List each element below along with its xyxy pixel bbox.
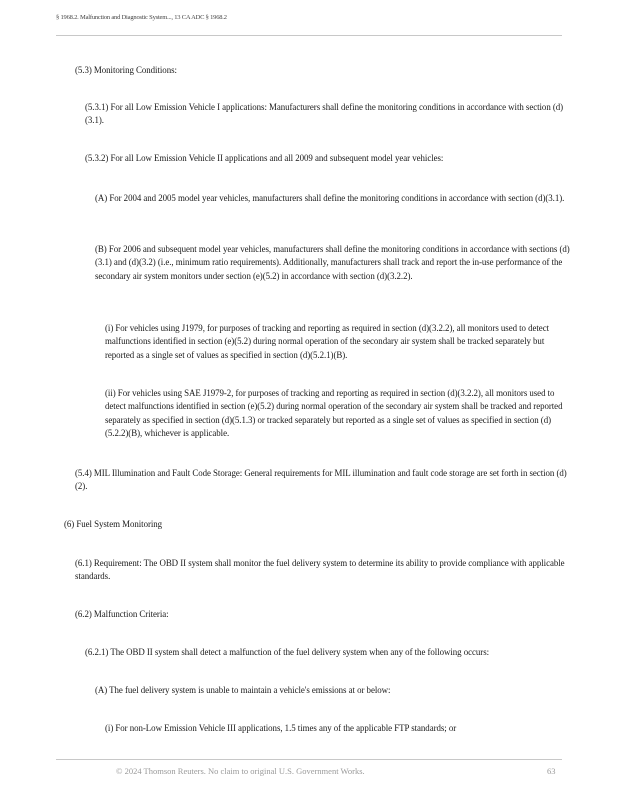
paragraph-5-3-2-b: (B) For 2006 and subsequent model year vehicles, manufacturers shall define the monitoring conditions in accordance with sections (d)(3.1) and (d)(3.2) (i.e., minimum ratio requirements). Additionally, manufacturers shall track and report the in-use performance of the secondary air system monitors under section (e)(5.2) in accordance with section (d)(3.2.2). bbox=[95, 244, 570, 281]
paragraph-5-3-2-b-ii: (ii) For vehicles using SAE J1979-2, for purposes of tracking and reporting as required in section (d)(3.2.2), all monitors used to detect malfunctions identified in section (e)(5.2) during normal operation of the secondary air system shall be tracked and reported separately as specified in section (d)(5.1.3) or tracked separately but reported as a single set of values as specified in section (d)(5.2.2)(B), whichever is applicable. bbox=[105, 388, 563, 439]
paragraph-6-2-1-a: (A) The fuel delivery system is unable to maintain a vehicle's emissions at or below: bbox=[95, 685, 391, 695]
page-number: 63 bbox=[547, 766, 556, 776]
paragraph-6-1: (6.1) Requirement: The OBD II system shall monitor the fuel delivery system to determine its ability to provide compliance with applicable standards. bbox=[75, 558, 565, 582]
paragraph-5-3-2-a: (A) For 2004 and 2005 model year vehicles, manufacturers shall define the monitoring conditions in accordance with section (d)(3.1). bbox=[95, 193, 565, 203]
page-header: § 1968.2. Malfunction and Diagnostic System..., 13 CA ADC § 1968.2 bbox=[56, 14, 227, 21]
paragraph-5-3-1: (5.3.1) For all Low Emission Vehicle I applications: Manufacturers shall define the monitoring conditions in accordance with section (d)(3.1). bbox=[85, 102, 564, 126]
paragraph-6-2: (6.2) Malfunction Criteria: bbox=[75, 609, 169, 619]
footer-divider bbox=[56, 759, 562, 760]
paragraph-6-2-1-a-i: (i) For non-Low Emission Vehicle III applications, 1.5 times any of the applicable FTP standards; or bbox=[105, 723, 457, 733]
heading-6-fuel-system-monitoring: (6) Fuel System Monitoring bbox=[64, 519, 163, 529]
paragraph-5-3-2: (5.3.2) For all Low Emission Vehicle II applications and all 2009 and subsequent model year vehicles: bbox=[85, 153, 444, 163]
footer-copyright: © 2024 Thomson Reuters. No claim to original U.S. Government Works. bbox=[116, 766, 365, 776]
paragraph-6-2-1: (6.2.1) The OBD II system shall detect a malfunction of the fuel delivery system when any of the following occurs: bbox=[85, 647, 490, 657]
header-divider bbox=[56, 35, 562, 36]
paragraph-5-4: (5.4) MIL Illumination and Fault Code Storage: General requirements for MIL illumination and fault code storage are set forth in section (d)(2). bbox=[75, 468, 567, 492]
paragraph-5-3-2-b-i: (i) For vehicles using J1979, for purposes of tracking and reporting as required in section (d)(3.2.2), all monitors used to detect malfunctions identified in section (e)(5.2) during normal operation of the secondary air system shall be tracked separately but reported as a single set of values as specified in section (d)(5.2.1)(B). bbox=[105, 323, 549, 360]
paragraph-5-3: (5.3) Monitoring Conditions: bbox=[75, 65, 177, 75]
